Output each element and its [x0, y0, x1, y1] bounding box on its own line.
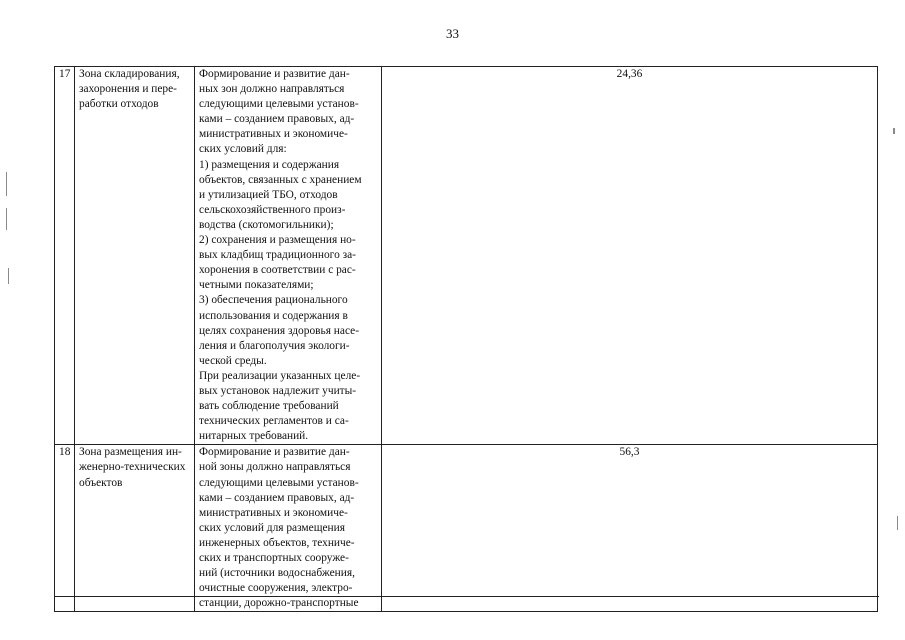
description-line: объектов, связанных с хранением	[199, 173, 362, 186]
description-line: Формирование и развитие дан-	[199, 446, 350, 459]
description-line: 1) размещения и содержания	[199, 158, 340, 171]
description-line: нитарных требований.	[199, 430, 309, 443]
description-line: ками – созданием правовых, ад-	[199, 113, 355, 126]
description-line: целях сохранения здоровья насе-	[199, 324, 359, 337]
description-line: использования и содержания в	[199, 309, 348, 322]
zone-description-cell	[195, 67, 382, 445]
description-line: ских условий для:	[199, 143, 287, 156]
description-line: ских условий для размещения	[199, 521, 345, 534]
zone-name-line: объектов	[79, 476, 123, 489]
scan-artifact	[6, 172, 7, 196]
page-number: 33	[446, 26, 459, 41]
description-line: и утилизацией ТБО, отходов	[199, 188, 338, 201]
scan-artifact	[6, 208, 7, 230]
zone-name-line: работки отходов	[79, 98, 159, 111]
description-line: сельскохозяйственного произ-	[199, 203, 346, 216]
description-line: 3) обеспечения рационального	[199, 294, 348, 307]
description-line: При реализации указанных целе-	[199, 369, 361, 382]
description-line: ний (источники водоснабжения,	[199, 567, 355, 580]
description-line: министративных и экономиче-	[199, 128, 348, 141]
zone-name-cell	[75, 445, 195, 612]
description-line: 2) сохранения и размещения но-	[199, 234, 356, 247]
zone-name-line: Зона размещения ин-	[79, 446, 182, 459]
description-line: ления и благополучия экологи-	[199, 339, 350, 352]
description-line: министративных и экономиче-	[199, 506, 348, 519]
table-row	[55, 445, 878, 612]
description-line: Формирование и развитие дан-	[199, 68, 350, 80]
zone-name-line: Зона складирования,	[79, 68, 180, 80]
zone-value-cell: 56,3	[382, 445, 878, 612]
zones-table	[54, 66, 878, 612]
description-line: вых кладбищ традиционного за-	[199, 249, 356, 262]
table-bottom-border	[54, 596, 879, 597]
table-row	[55, 67, 878, 445]
zone-name-cell	[75, 67, 195, 445]
description-line: ских и транспортных сооруже-	[199, 552, 349, 564]
description-line: четными показателями;	[199, 279, 314, 292]
description-line: ной зоны должно направляться	[199, 461, 351, 474]
scan-artifact	[8, 268, 9, 284]
description-line: вых установок надлежит учиты-	[199, 384, 357, 397]
zone-description-cell	[195, 445, 382, 612]
description-line: ческой среды.	[199, 354, 267, 367]
description-line: технических регламентов и са-	[199, 415, 349, 428]
scan-artifact	[893, 128, 895, 134]
description-line: ками – созданием правовых, ад-	[199, 491, 355, 504]
description-line: очистные сооружения, электро-	[199, 582, 353, 595]
description-line: следующими целевыми установ-	[199, 98, 359, 111]
scan-artifact	[897, 516, 898, 530]
description-line: следующими целевыми установ-	[199, 476, 359, 489]
zone-name-line: женерно-технических	[79, 461, 186, 474]
row-number: 17	[55, 67, 75, 445]
zone-name-line: захоронения и пере-	[79, 83, 177, 96]
zone-value-cell: 24,36	[382, 67, 878, 445]
description-line: вать соблюдение требований	[199, 400, 339, 413]
row-number: 18	[55, 445, 75, 612]
description-line: станции, дорожно-транспортные	[199, 597, 359, 610]
description-line: ных зон должно направляться	[199, 83, 345, 96]
description-line: хоронения в соответствии с рас-	[199, 264, 356, 277]
description-line: инженерных объектов, техниче-	[199, 536, 355, 549]
description-line: водства (скотомогильники);	[199, 218, 334, 231]
